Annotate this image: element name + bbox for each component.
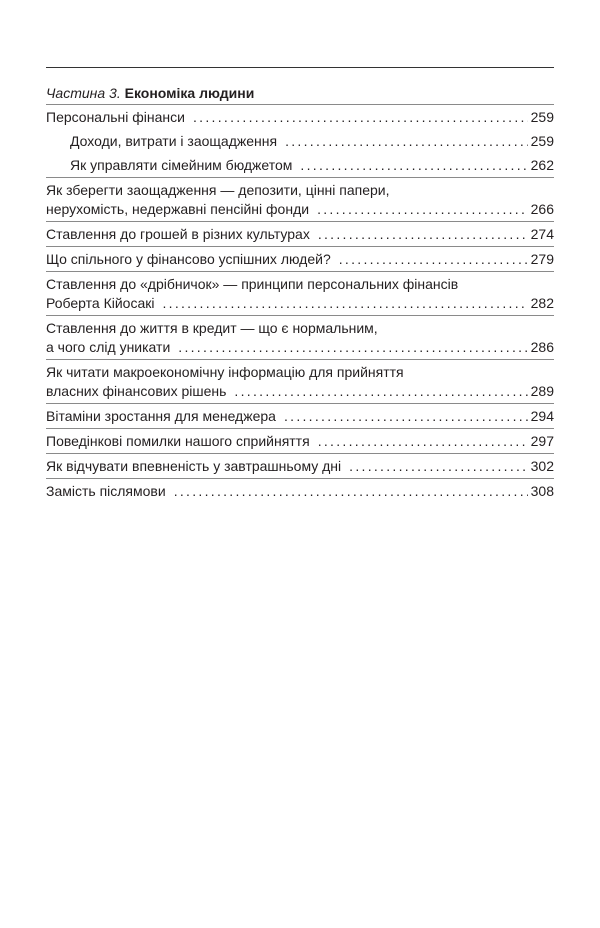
toc-entry [46,271,554,315]
toc-entry-page-number: 282 [530,295,554,311]
toc-entry-title: Як управляти сімейним бюджетом [70,157,293,173]
toc-entry-title: Поведінкові помилки нашого сприйняття [46,433,310,449]
toc-entry-page-number: 297 [530,433,554,449]
toc-entry-page-number: 286 [530,339,554,355]
part-title: Економіка людини [124,85,255,101]
toc-entry-page-number: 262 [530,157,554,173]
dot-leader [318,432,528,451]
toc-entry-page-number: 289 [530,383,554,399]
toc-entry-title: а чого слід уникати [46,339,171,355]
toc-entry [46,315,554,359]
top-rule [46,67,554,68]
toc-entry [46,104,554,129]
toc-entry [46,129,554,153]
toc-entry-last-line [70,156,554,175]
toc-entry-page-number: 259 [530,133,554,149]
toc-entry [46,153,554,177]
toc-entry-page-number: 279 [530,251,554,267]
toc-entry-title: Замість післямови [46,483,166,499]
table-of-contents [46,84,554,503]
toc-entry-last-line [46,482,554,501]
toc-entry-title: Вітаміни зростання для менеджера [46,408,276,424]
dot-leader [339,250,528,269]
dot-leader [285,132,528,151]
toc-entry-page-number: 259 [530,109,554,125]
dot-leader [284,407,528,426]
dot-leader [193,108,528,127]
toc-entry-title: власних фінансових рішень [46,383,227,399]
toc-entry-title: нерухомість, недержавні пенсійні фонди [46,201,310,217]
toc-entry-title-line: Ставлення до життя в кредит — що є нормальним, [46,320,378,336]
toc-entry-last-line [46,200,554,219]
toc-entry-page-number: 294 [530,408,554,424]
toc-entry-last-line [46,225,554,244]
toc-entry-last-line [46,338,554,357]
toc-entry-title: Як відчувати впевненість у завтрашньому дні [46,458,342,474]
toc-entry-title: Ставлення до грошей в різних культурах [46,226,310,242]
toc-entry-last-line [46,250,554,269]
dot-leader [178,338,527,357]
toc-entry-title: Персональні фінанси [46,109,185,125]
toc-entry-title: Що спільного у фінансово успішних людей? [46,251,331,267]
toc-entry-title: Доходи, витрати і заощадження [70,133,278,149]
toc-entry-last-line [46,457,554,476]
part-label: Частина 3. [46,85,121,101]
toc-entry [46,246,554,271]
toc-entry-page-number: 274 [530,226,554,242]
toc-entry-last-line [46,382,554,401]
toc-entry [46,359,554,403]
toc-entry-page-number: 302 [530,458,554,474]
toc-entry-last-line [70,132,554,151]
toc-entry [46,221,554,246]
dot-leader [174,482,528,501]
toc-entry-page-number: 266 [530,201,554,217]
toc-entry [46,453,554,478]
toc-entry [46,478,554,503]
toc-entry-title: Роберта Кійосакі [46,295,155,311]
toc-entry-last-line [46,407,554,426]
dot-leader [300,156,527,175]
dot-leader [318,225,528,244]
dot-leader [234,382,527,401]
toc-entry-title-line: Як читати макроекономічну інформацію для прийняття [46,364,404,380]
toc-entry-last-line [46,294,554,313]
toc-entries [46,104,554,503]
dot-leader [349,457,527,476]
toc-entry [46,428,554,453]
toc-entry [46,403,554,428]
dot-leader [162,294,527,313]
toc-entry-last-line [46,108,554,127]
toc-entry [46,177,554,221]
dot-leader [317,200,528,219]
part-heading [46,84,554,104]
toc-entry-title-line: Як зберегти заощадження — депозити, цінні папери, [46,182,390,198]
toc-entry-last-line [46,432,554,451]
toc-entry-title-line: Ставлення до «дрібничок» — принципи персональних фінансів [46,276,459,292]
toc-entry-page-number: 308 [530,483,554,499]
